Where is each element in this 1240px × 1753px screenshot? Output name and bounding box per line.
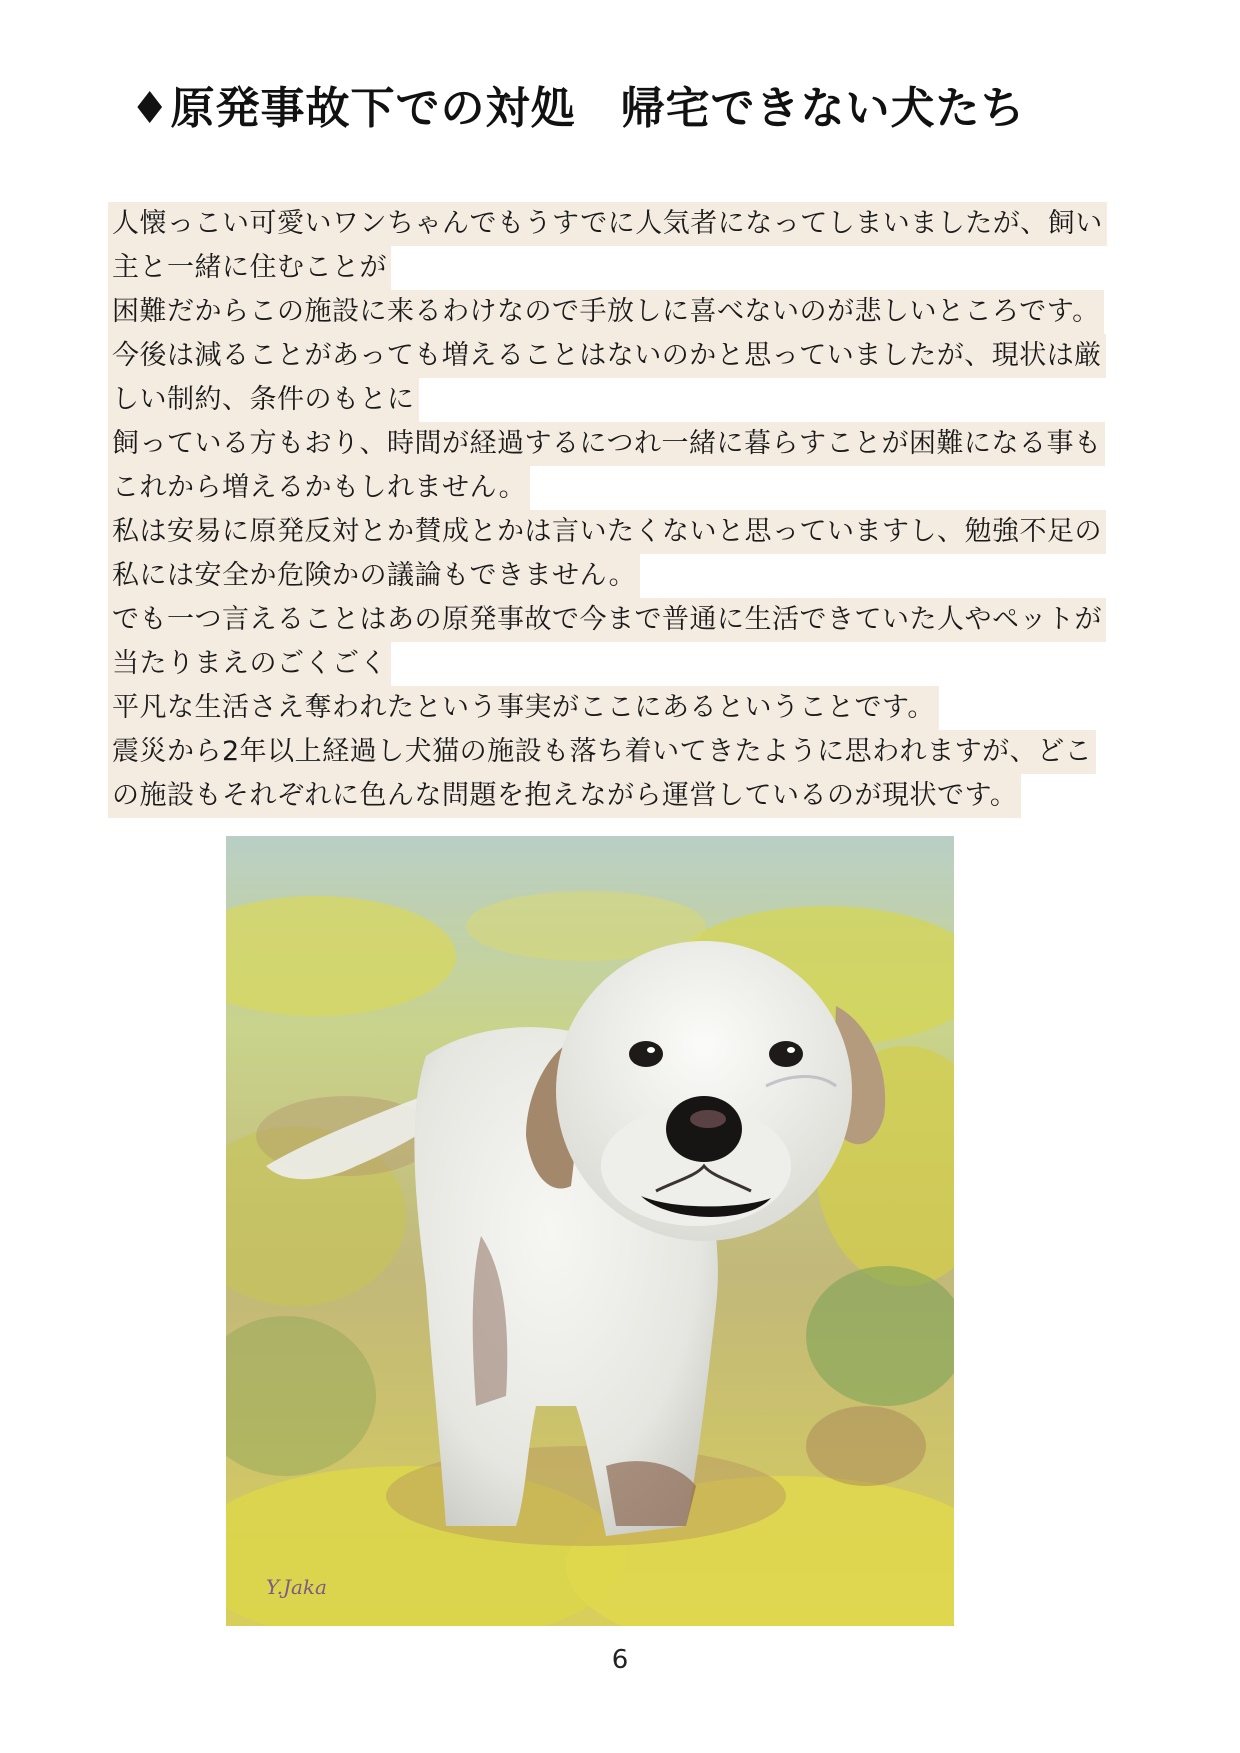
body-line: 震災から2年以上経過し犬猫の施設も落ち着いてきたように思われますが、どこ — [108, 730, 1096, 774]
body-line: これから増えるかもしれません。 — [108, 466, 530, 510]
body-text — [108, 202, 1168, 818]
page-title: ♦原発事故下での対処 帰宅できない犬たち — [130, 83, 1026, 134]
painting-signature: Y.Jaka — [266, 1575, 327, 1599]
body-line: 困難だからこの施設に来るわけなので手放しに喜べないのが悲しいところです。 — [108, 290, 1104, 334]
body-line: 主と一緒に住むことが — [108, 246, 391, 290]
body-line: でも一つ言えることはあの原発事故で今まで普通に生活できていた人やペットが — [108, 598, 1106, 642]
page-number: 6 — [611, 1645, 629, 1675]
body-line: 私は安易に原発反対とか賛成とかは言いたくないと思っていますし、勉強不足の — [108, 510, 1106, 554]
body-line: の施設もそれぞれに色んな問題を抱えながら運営しているのが現状です。 — [108, 774, 1021, 818]
dog-painting — [226, 836, 954, 1626]
body-line: 平凡な生活さえ奪われたという事実がここにあるということです。 — [108, 686, 939, 730]
body-line: 人懐っこい可愛いワンちゃんでもうすでに人気者になってしまいましたが、飼い — [108, 202, 1107, 246]
body-line: 私には安全か危険かの議論もできません。 — [108, 554, 640, 598]
body-line: 飼っている方もおり、時間が経過するにつれ一緒に暮らすことが困難になる事も — [108, 422, 1105, 466]
body-line: 当たりまえのごくごく — [108, 642, 391, 686]
body-line: 今後は減ることがあっても増えることはないのかと思っていましたが、現状は厳 — [108, 334, 1106, 378]
body-line: しい制約、条件のもとに — [108, 378, 419, 422]
